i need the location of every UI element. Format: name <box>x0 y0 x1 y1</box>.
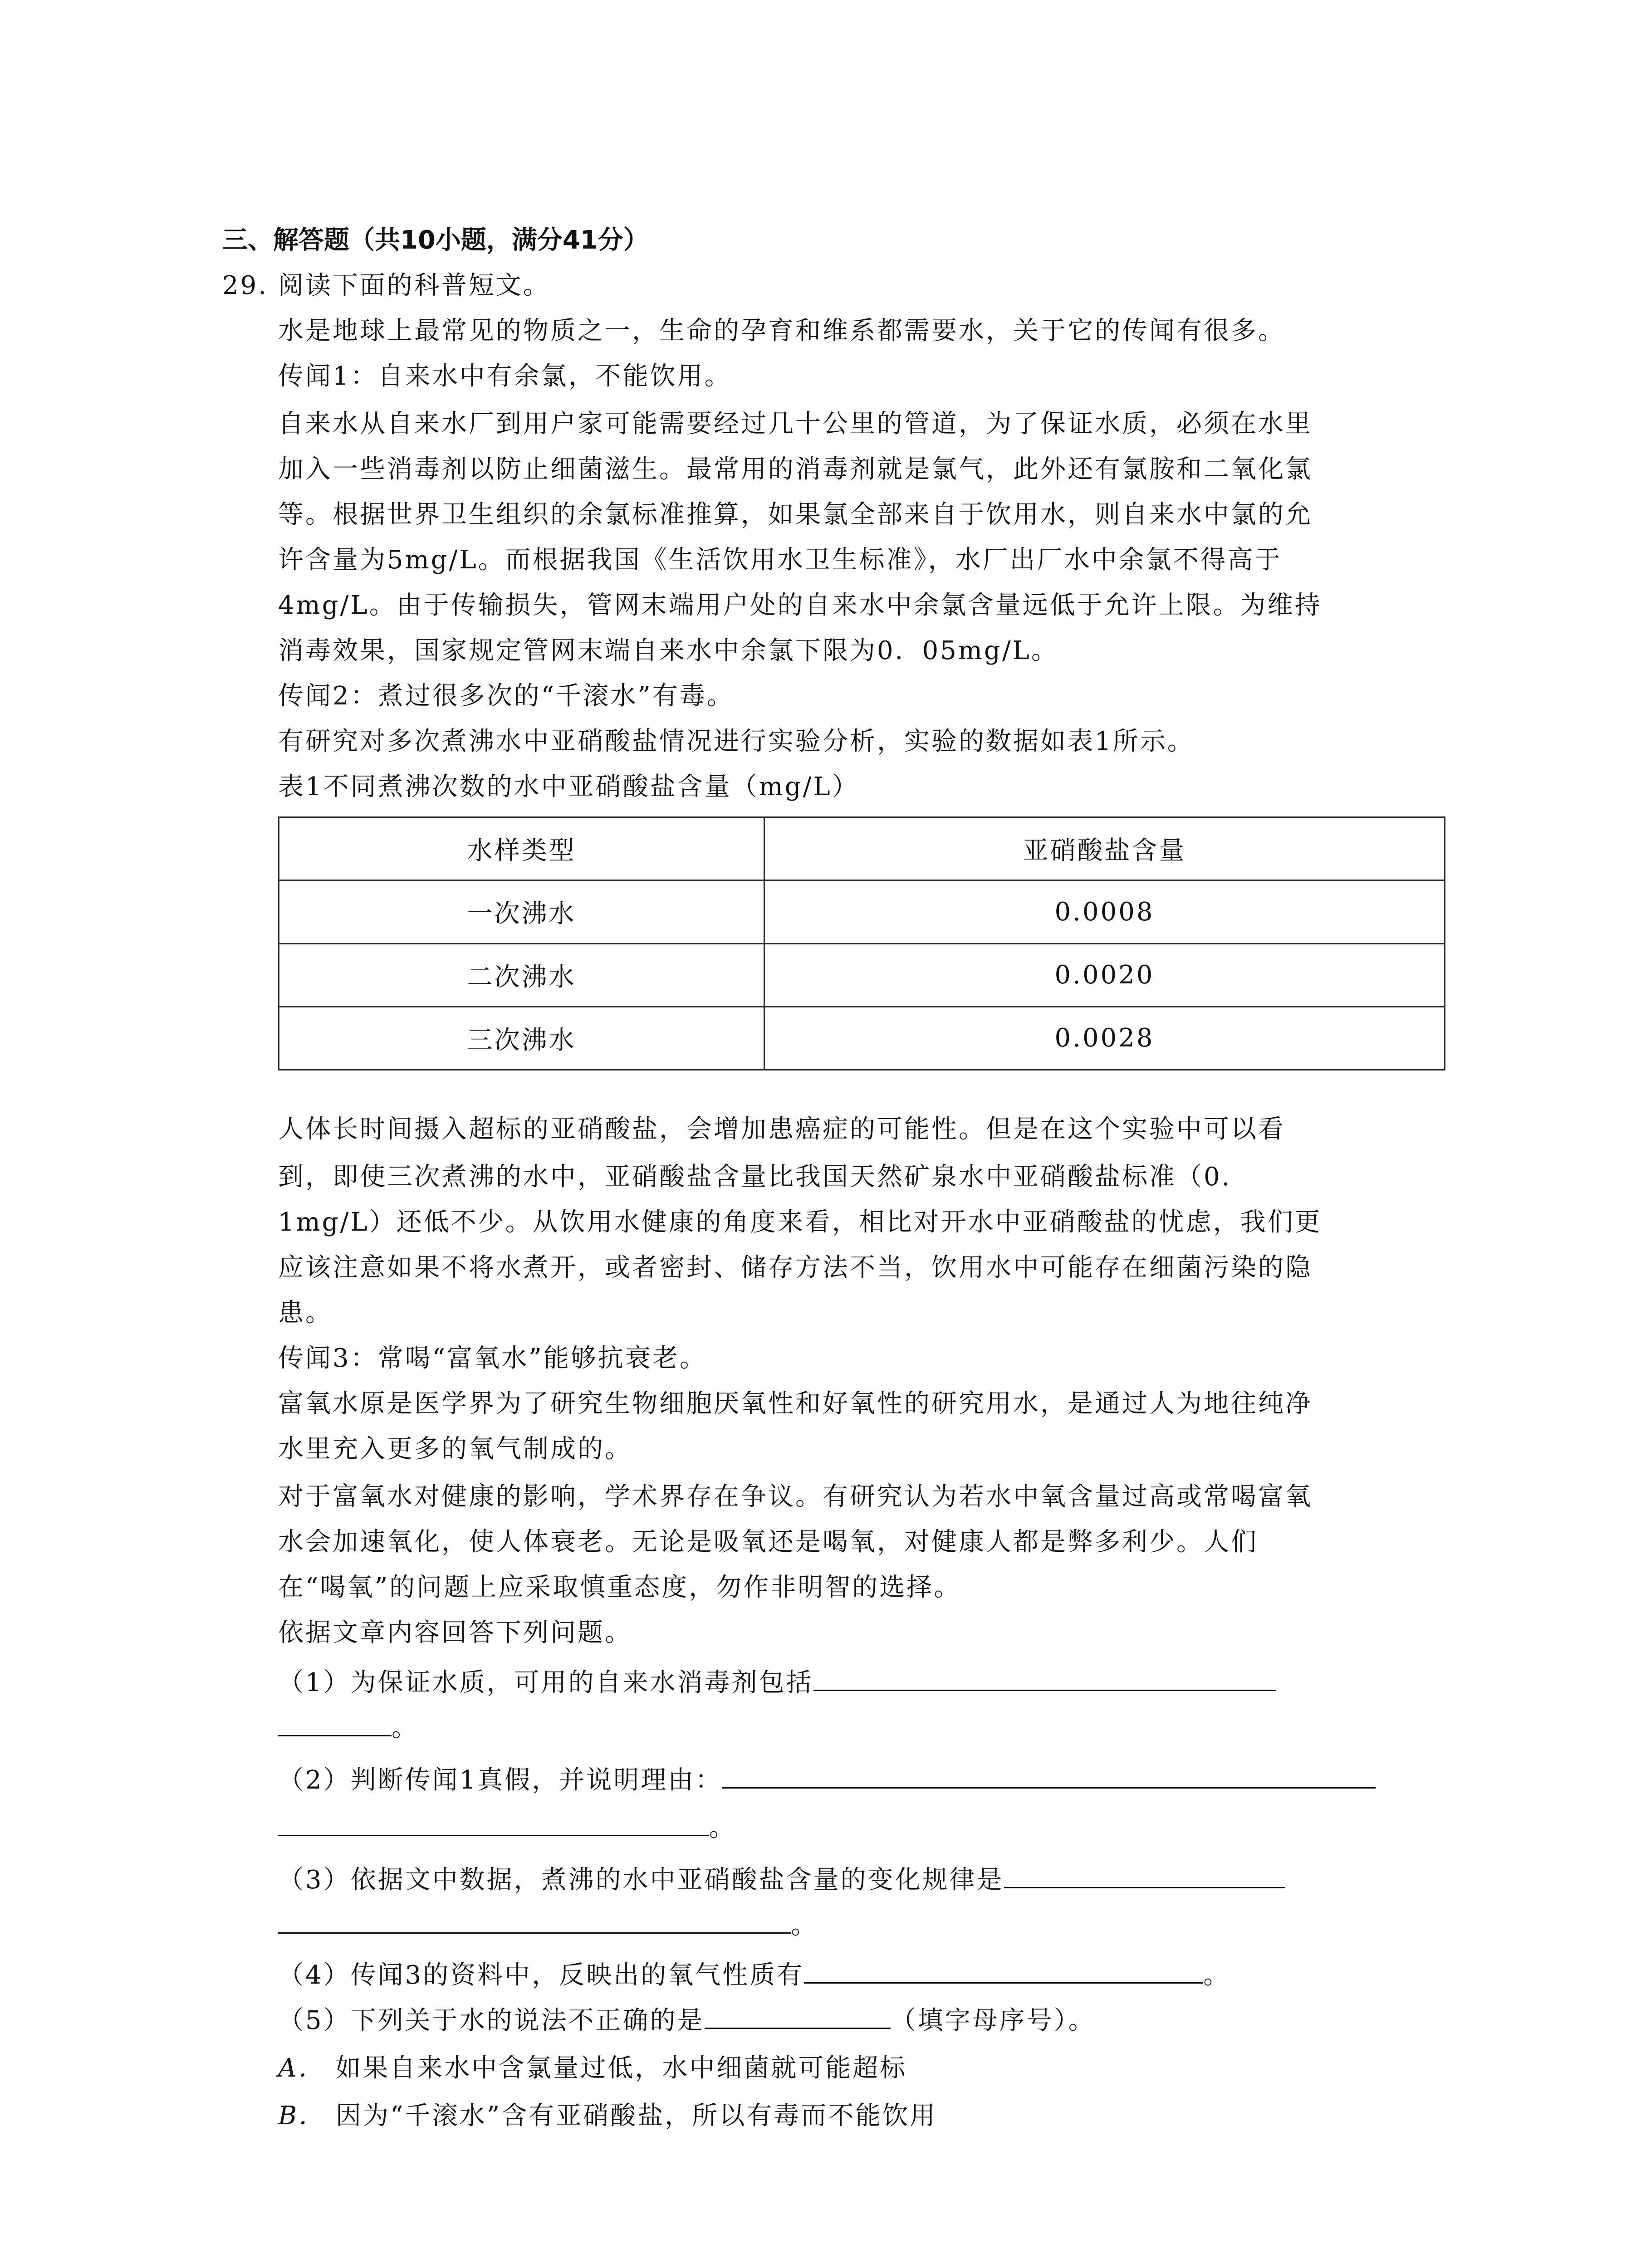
sub-question-1 <box>278 1662 1276 1701</box>
answer-blank-4[interactable] <box>804 1955 1203 1984</box>
option-letter: A． <box>278 2053 326 2083</box>
paragraph-line: 患。 <box>278 1298 333 1328</box>
table-cell: 二次沸水 <box>279 943 764 1007</box>
paragraph-line: 人体长时间摄入超标的亚硝酸盐，会增加患癌症的可能性。但是在这个实验中可以看 <box>278 1114 1285 1144</box>
question-intro-line <box>222 268 550 304</box>
table-caption: 表1不同煮沸次数的水中亚硝酸盐含量（mg/L） <box>278 772 859 802</box>
sub-question-3-text: （3）依据文中数据，煮沸的水中亚硝酸盐含量的变化规律是 <box>278 1865 1004 1895</box>
sub-question-3 <box>278 1860 1285 1898</box>
option-text: 因为“千滚水”含有亚硝酸盐，所以有毒而不能饮用 <box>335 2101 937 2131</box>
sub-question-2-text: （2）判断传闻1真假，并说明理由： <box>278 1765 723 1795</box>
table-header-cell: 亚硝酸盐含量 <box>764 817 1445 880</box>
option-a <box>278 2050 907 2087</box>
table-row <box>279 1007 1445 1070</box>
paragraph-line: 富氧水原是医学界为了研究生物细胞厌氧性和好氧性的研究用水，是通过人为地往纯净 <box>278 1389 1313 1418</box>
question-intro: 阅读下面的科普短文。 <box>278 271 550 300</box>
table-cell: 一次沸水 <box>279 880 764 943</box>
question-number: 29. <box>222 271 269 300</box>
paragraph-line: 水里充入更多的氧气制成的。 <box>278 1434 632 1464</box>
sub-question-5-suffix: （填字母序号）。 <box>890 2006 1096 2035</box>
paragraph-line: 自来水从自来水厂到用户家可能需要经过几十公里的管道，为了保证水质，必须在水里 <box>278 409 1313 439</box>
table-cell: 0.0008 <box>764 880 1445 943</box>
option-letter: B． <box>278 2101 326 2131</box>
paragraph-line: 应该注意如果不将水煮开，或者密封、储存方法不当，饮用水中可能存在细菌污染的隐 <box>278 1253 1313 1282</box>
paragraph-line: 4mg/L。由于传输损失，管网末端用户处的自来水中余氯含量远低于允许上限。为维持 <box>278 591 1322 620</box>
answer-blank-2[interactable] <box>722 1760 1376 1789</box>
paragraph-line: 水是地球上最常见的物质之一，生命的孕育和维系都需要水，关于它的传闻有很多。 <box>278 316 1285 346</box>
paragraph-line: 加入一些消毒剂以防止细菌滋生。最常用的消毒剂就是氯气，此外还有氯胺和二氧化氯 <box>278 455 1313 484</box>
answer-blank-3-cont[interactable] <box>278 1905 791 1934</box>
end-mark: 。 <box>392 1713 419 1743</box>
paragraph-line: 在“喝氧”的问题上应采取慎重态度，勿作非明智的选择。 <box>278 1573 961 1602</box>
table-cell: 三次沸水 <box>279 1007 764 1070</box>
rumor-1-heading: 传闻1：自来水中有余氯，不能饮用。 <box>278 362 732 391</box>
nitrite-table <box>278 816 1445 1070</box>
instruction-line: 依据文章内容回答下列问题。 <box>278 1618 632 1647</box>
table-header-cell: 水样类型 <box>279 817 764 880</box>
rumor-3-heading: 传闻3：常喝“富氧水”能够抗衰老。 <box>278 1344 707 1373</box>
answer-blank-1[interactable] <box>813 1662 1276 1691</box>
table-cell: 0.0020 <box>764 943 1445 1007</box>
paragraph-line: 对于富氧水对健康的影响，学术界存在争议。有研究认为若水中氧含量过高或常喝富氧 <box>278 1482 1313 1511</box>
paragraph-line: 有研究对多次煮沸水中亚硝酸盐情况进行实验分析，实验的数据如表1所示。 <box>278 727 1195 756</box>
end-mark: 。 <box>791 1911 818 1940</box>
table-cell: 0.0028 <box>764 1007 1445 1070</box>
paragraph-line: 许含量为5mg/L。而根据我国《生活饮用水卫生标准》，水厂出厂水中余氯不得高于 <box>278 545 1282 575</box>
paragraph-line: 等。根据世界卫生组织的余氯标准推算，如果氯全部来自于饮用水，则自来水中氯的允 <box>278 500 1313 529</box>
sub-question-2 <box>278 1760 1376 1799</box>
paragraph-line: 水会加速氧化，使人体衰老。无论是吸氧还是喝氧，对健康人都是弊多利少。人们 <box>278 1527 1258 1557</box>
end-mark: 。 <box>1203 1960 1231 1990</box>
table-row <box>279 943 1445 1007</box>
paragraph-line: 1mg/L）还低不少。从饮用水健康的角度来看，相比对开水中亚硝酸盐的忧虑，我们更 <box>278 1207 1322 1237</box>
sub-question-3-cont <box>278 1905 818 1944</box>
sub-question-4 <box>278 1955 1230 1994</box>
sub-question-1-text: （1）为保证水质，可用的自来水消毒剂包括 <box>278 1668 813 1697</box>
sub-question-4-text: （4）传闻3的资料中，反映出的氧气性质有 <box>278 1960 804 1990</box>
rumor-2-heading: 传闻2：煮过很多次的“千滚水”有毒。 <box>278 681 734 711</box>
answer-blank-5[interactable] <box>705 2000 891 2029</box>
answer-blank-2-cont[interactable] <box>278 1808 709 1836</box>
option-b <box>278 2098 937 2134</box>
paragraph-line: 消毒效果，国家规定管网末端自来水中余氯下限为0．05mg/L。 <box>278 636 1058 665</box>
table-header-row <box>279 817 1445 880</box>
paragraph-line: 到，即使三次煮沸的水中，亚硝酸盐含量比我国天然矿泉水中亚硝酸盐标准（0. <box>278 1162 1232 1192</box>
answer-blank-3[interactable] <box>1004 1860 1285 1888</box>
option-text: 如果自来水中含氯量过低，水中细菌就可能超标 <box>335 2053 907 2083</box>
sub-question-5 <box>278 2000 1096 2039</box>
sub-question-5-text: （5）下列关于水的说法不正确的是 <box>278 2006 705 2035</box>
sub-question-2-cont <box>278 1808 736 1846</box>
answer-blank-1-cont[interactable] <box>278 1708 392 1736</box>
sub-question-1-cont <box>278 1708 419 1746</box>
end-mark: 。 <box>709 1813 736 1843</box>
table-row <box>279 880 1445 943</box>
section-title: 三、解答题（共10小题，满分41分） <box>222 225 649 255</box>
